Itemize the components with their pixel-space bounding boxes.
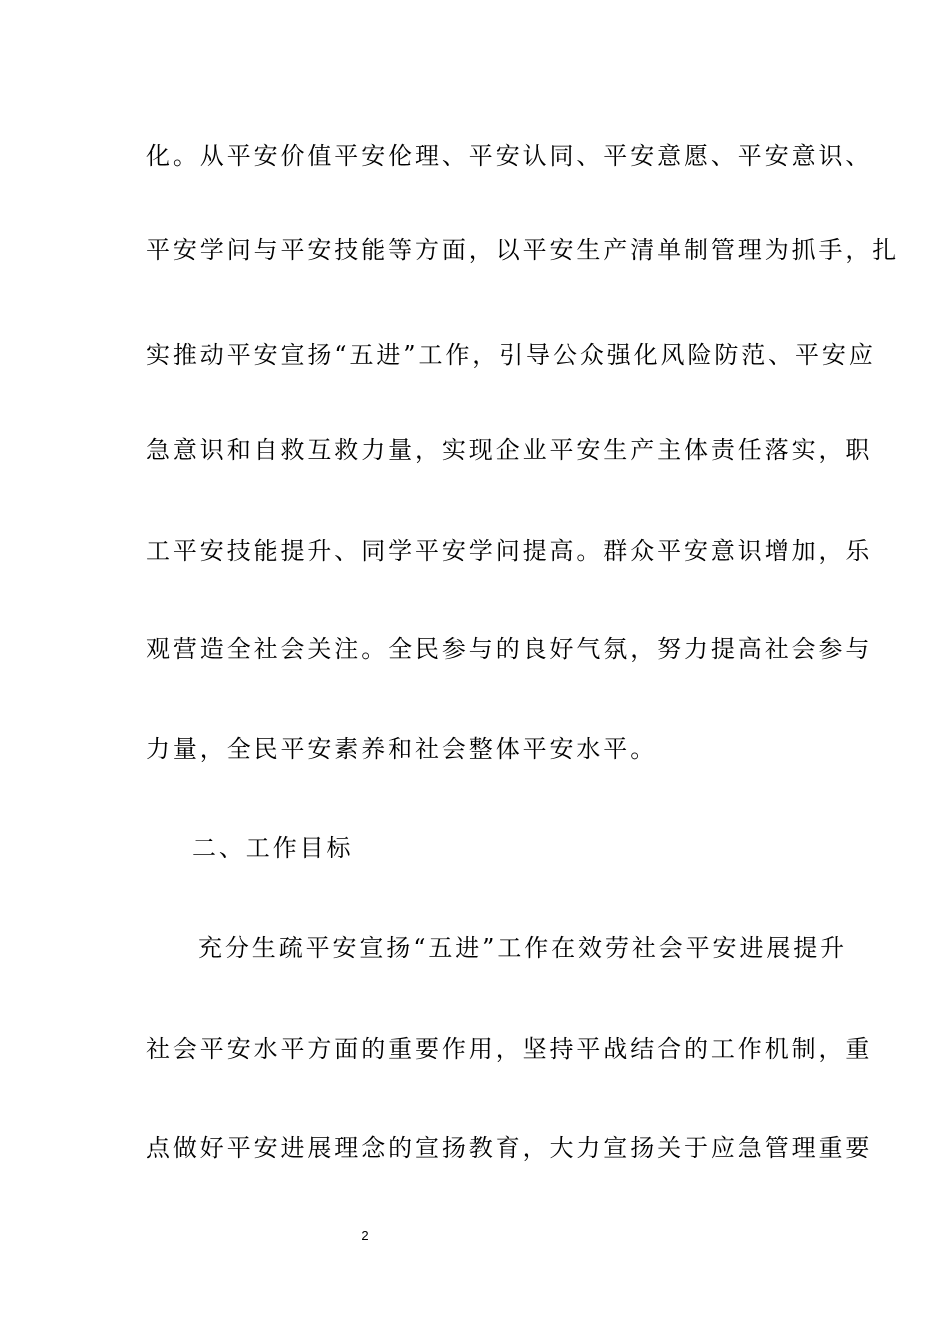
body-text-line: 实推动平安宣扬“五进”工作，引导公众强化风险防范、平安应 <box>146 341 876 369</box>
page-number: 2 <box>361 1228 369 1243</box>
body-text-line: 工平安技能提升、同学平安学问提高。群众平安意识增加，乐 <box>146 537 873 565</box>
body-text-line: 社会平安水平方面的重要作用，坚持平战结合的工作机制，重 <box>146 1035 873 1063</box>
body-text-line: 充分生疏平安宣扬“五进”工作在效劳社会平安进展提升 <box>198 934 848 962</box>
section-heading: 二、工作目标 <box>192 834 354 862</box>
body-text-line: 平安学问与平安技能等方面，以平安生产清单制管理为抓手，扎 <box>146 236 900 264</box>
body-text-line: 急意识和自救互救力量，实现企业平安生产主体责任落实，职 <box>146 436 873 464</box>
body-text-line: 力量，全民平安素养和社会整体平安水平。 <box>146 735 658 763</box>
body-text-line: 点做好平安进展理念的宣扬教育，大力宣扬关于应急管理重要 <box>146 1134 873 1162</box>
body-text-line: 化。从平安价值平安伦理、平安认同、平安意愿、平安意识、 <box>146 142 873 170</box>
body-text-line: 观营造全社会关注。全民参与的良好气氛，努力提高社会参与 <box>146 635 873 663</box>
